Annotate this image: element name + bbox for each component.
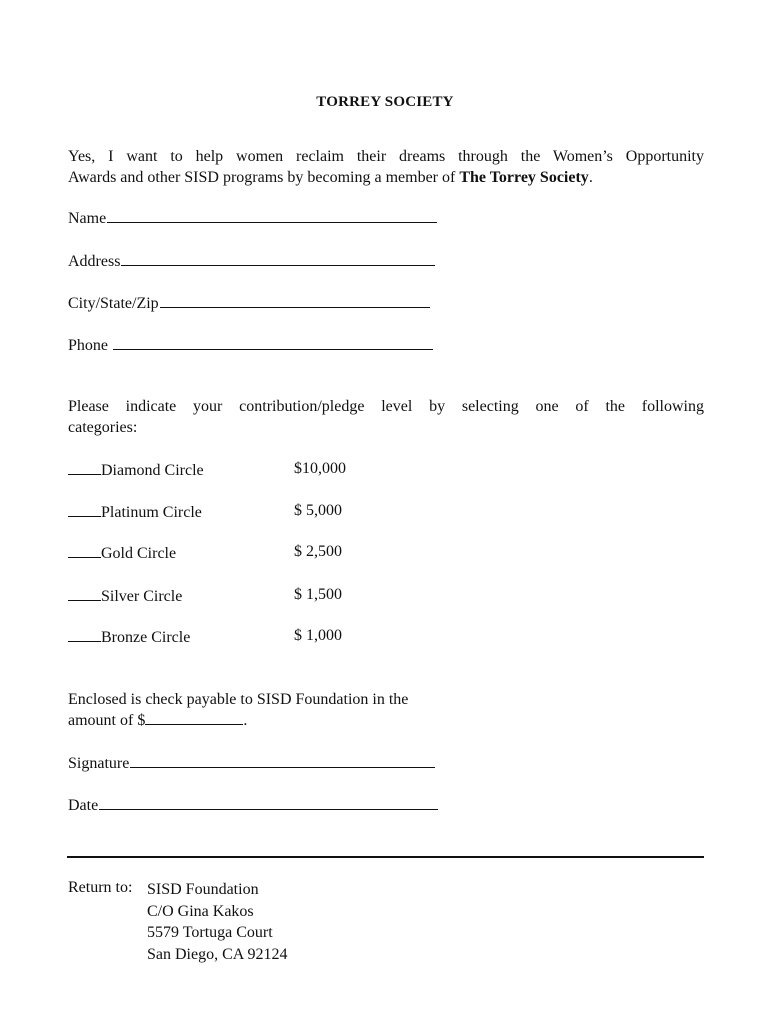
society-name: The Torrey Society — [459, 169, 589, 186]
phone-field[interactable] — [68, 335, 433, 355]
level-check-blank[interactable] — [68, 586, 101, 601]
level-check-blank[interactable] — [68, 460, 101, 475]
level-label: Silver Circle — [101, 588, 183, 605]
level-silver[interactable] — [68, 586, 182, 606]
intro-line-1: Yes, I want to help women reclaim their dreams through the Women’s Opportunity — [68, 148, 704, 165]
signature-input-line[interactable] — [130, 753, 435, 768]
address-line: San Diego, CA 92124 — [147, 945, 288, 963]
address-input-line[interactable] — [121, 251, 435, 266]
date-field[interactable] — [68, 795, 438, 815]
prompt-line-2: categories: — [68, 419, 138, 436]
name-field[interactable] — [68, 208, 437, 228]
phone-label: Phone — [68, 337, 112, 354]
enclosed-check-statement — [68, 689, 408, 731]
enclosed-line-1: Enclosed is check payable to SISD Foundation in the — [68, 691, 409, 708]
level-label: Gold Circle — [101, 545, 177, 562]
return-to-label: Return to: — [68, 879, 133, 896]
return-address — [147, 879, 287, 965]
level-amount: $ 1,500 — [294, 586, 342, 603]
amount-label: amount of $ — [68, 712, 146, 729]
date-input-line[interactable] — [99, 795, 438, 810]
amount-suffix: . — [243, 712, 248, 729]
intro-line-2-prefix: Awards and other SISD programs by becoming a member of — [68, 169, 460, 186]
address-line: C/O Gina Kakos — [147, 902, 254, 920]
city-state-zip-label: City/State/Zip — [68, 295, 159, 312]
divider-rule — [67, 856, 704, 858]
name-input-line[interactable] — [107, 208, 437, 223]
level-bronze[interactable] — [68, 627, 190, 647]
level-amount: $ 5,000 — [294, 502, 342, 519]
signature-label: Signature — [68, 755, 130, 772]
prompt-line-1: Please indicate your contribution/pledge level by selecting one of the following — [68, 398, 704, 415]
level-label: Diamond Circle — [101, 462, 204, 479]
level-platinum[interactable] — [68, 502, 202, 522]
level-check-blank[interactable] — [68, 543, 101, 558]
level-amount: $10,000 — [294, 460, 346, 477]
address-field[interactable] — [68, 251, 435, 271]
level-amount: $ 2,500 — [294, 543, 342, 560]
phone-input-line[interactable] — [113, 335, 433, 350]
level-check-blank[interactable] — [68, 502, 101, 517]
signature-field[interactable] — [68, 753, 435, 773]
address-line: SISD Foundation — [147, 881, 259, 898]
level-diamond[interactable] — [68, 460, 204, 480]
enclosed-line-2 — [68, 710, 408, 731]
intro-paragraph — [68, 146, 704, 188]
level-check-blank[interactable] — [68, 627, 101, 642]
level-gold[interactable] — [68, 543, 176, 563]
city-state-zip-field[interactable] — [68, 293, 430, 313]
level-label: Platinum Circle — [101, 504, 202, 521]
form-title: TORREY SOCIETY — [316, 94, 454, 110]
address-line: 5579 Tortuga Court — [147, 924, 273, 941]
date-label: Date — [68, 797, 99, 814]
level-amount: $ 1,000 — [294, 627, 342, 644]
amount-input-line[interactable] — [145, 710, 243, 725]
contribution-prompt — [68, 396, 704, 438]
address-label: Address — [68, 253, 121, 270]
intro-line-2-suffix: . — [588, 169, 593, 186]
city-state-zip-input-line[interactable] — [160, 293, 430, 308]
level-label: Bronze Circle — [101, 629, 191, 646]
name-label: Name — [68, 210, 107, 227]
